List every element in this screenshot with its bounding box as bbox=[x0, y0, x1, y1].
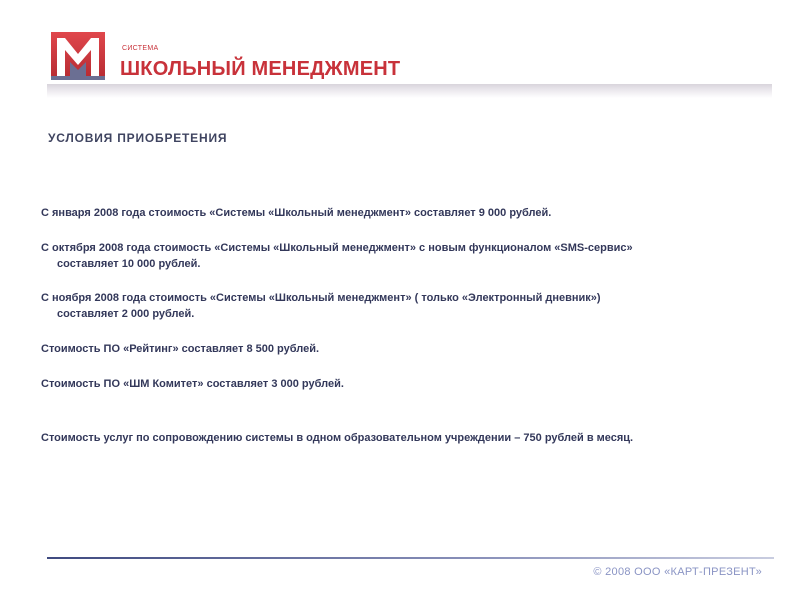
paragraph-line: С ноября 2008 года стоимость «Системы «Школьный менеджмент» ( только «Электронный дневник») bbox=[41, 292, 601, 304]
paragraph-line: Стоимость ПО «Рейтинг» составляет 8 500 рублей. bbox=[41, 343, 320, 355]
logo-title: ШКОЛЬНЫЙ МЕНЕДЖМЕНТ bbox=[120, 58, 401, 80]
paragraph-continuation: составляет 2 000 рублей. bbox=[57, 308, 195, 320]
page-title: УСЛОВИЯ ПРИОБРЕТЕНИЯ bbox=[48, 131, 228, 145]
footer-copyright: © 2008 ООО «КАРТ-ПРЕЗЕНТ» bbox=[593, 566, 762, 578]
paragraph-continuation: составляет 10 000 рублей. bbox=[57, 258, 201, 270]
price-paragraph bbox=[41, 205, 741, 221]
price-paragraph bbox=[41, 376, 741, 392]
school-management-logo-icon bbox=[51, 32, 105, 80]
price-paragraph bbox=[41, 430, 741, 446]
logo-subtitle: СИСТЕМА bbox=[122, 45, 159, 52]
price-paragraph bbox=[41, 341, 741, 357]
price-paragraph bbox=[41, 290, 741, 322]
paragraph-line: Стоимость услуг по сопровождению системы в одном образовательном учреждении – 750 рублей в месяц. bbox=[41, 432, 634, 444]
paragraph-line: Стоимость ПО «ШМ Комитет» составляет 3 000 рублей. bbox=[41, 378, 344, 390]
paragraph-line: С октября 2008 года стоимость «Системы «Школьный менеджмент» с новым функционалом «SMS-сервис» bbox=[41, 242, 633, 254]
header-divider bbox=[47, 84, 772, 98]
paragraph-line: С января 2008 года стоимость «Системы «Школьный менеджмент» составляет 9 000 рублей. bbox=[41, 207, 552, 219]
footer-divider bbox=[47, 557, 774, 559]
price-paragraph bbox=[41, 240, 741, 272]
